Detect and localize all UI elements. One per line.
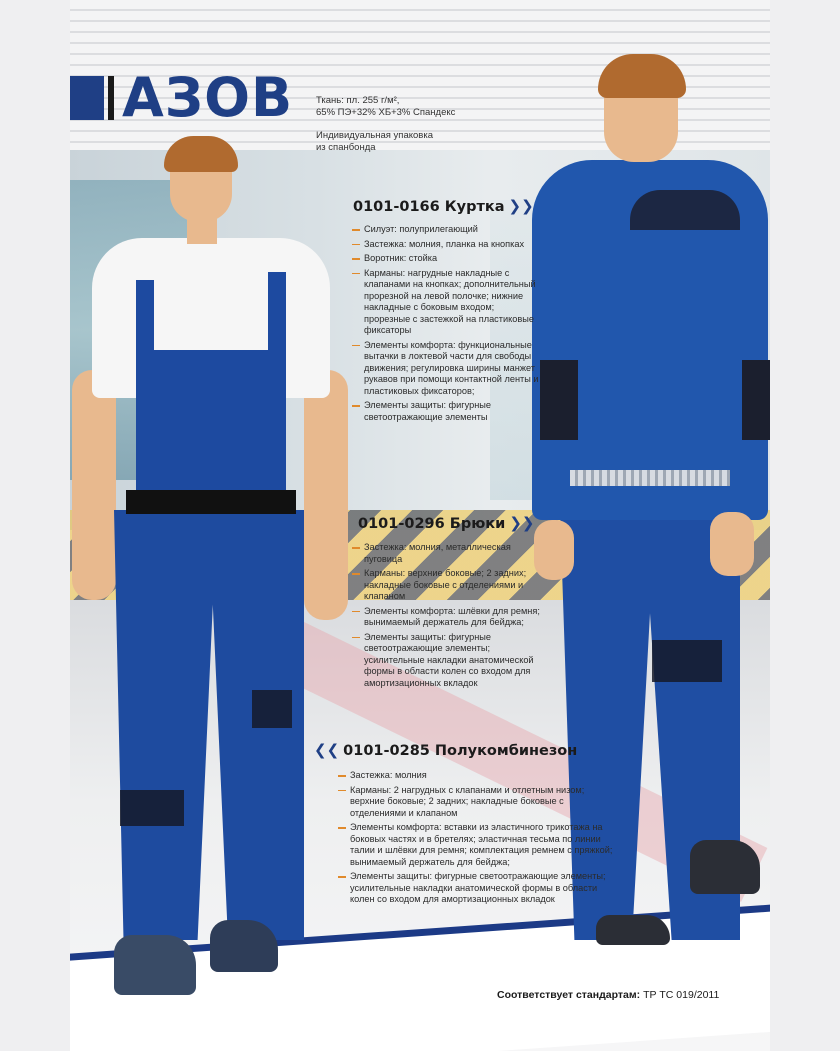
list-item: Элементы комфорта: вставки из эластичного трикотажа на боковых частях и в бретелях; эластичная тесьма по линии талии и шлёвки для ремня; комплектация ремнем с пряжкой; вынимаемый держатель для бейджа;: [338, 822, 613, 868]
worker-boot-left: [596, 915, 670, 945]
list-item: Застежка: молния, металлическая пуговица: [352, 542, 542, 565]
overalls-belt: [126, 490, 296, 514]
trousers-knee-pad: [652, 640, 722, 682]
fabric-density: Ткань: пл. 255 г/м²,: [316, 95, 400, 106]
list-item: Карманы: верхние боковые; 2 задних; накладные боковые с отделениями и клапаном: [352, 568, 542, 603]
feature-list-overalls: [338, 770, 613, 909]
fabric-composition: 65% ПЭ+32% ХБ+3% Спандекс: [316, 107, 456, 118]
list-item: Воротник: стойка: [352, 253, 542, 265]
product-title-trousers: [358, 514, 538, 532]
list-item: Карманы: нагрудные накладные с клапанами на кнопках; дополнительный прорезной на левой полочке; нижние накладные с боковым входом; прорезные с застежкой на пластиковые фиксаторы: [352, 268, 542, 337]
collection-title: АЗОВ: [122, 66, 294, 129]
brand-logo-bar: [70, 76, 104, 120]
feature-list-jacket: [352, 224, 542, 426]
overalls-knee-pad-left: [120, 790, 184, 826]
product-title-jacket: [353, 197, 538, 215]
worker-left-arm: [72, 370, 116, 600]
chevron-left-icon: ❮❮: [314, 741, 340, 759]
jacket-yoke: [630, 190, 740, 230]
fabric-info: [316, 95, 476, 119]
worker-boot-right: [210, 920, 278, 972]
packaging-line-2: из спанбонда: [316, 142, 376, 153]
list-item: Элементы защиты: фигурные светоотражающие элементы; усилительные накладки анатомической формы в области колен со входом для амортизационных вкладок: [352, 632, 542, 690]
standard-label: Соответствует стандартам:: [497, 989, 641, 1001]
worker-right-arm: [304, 370, 348, 620]
packaging-info: [316, 130, 476, 154]
brand-logo-divider: [108, 76, 114, 120]
worker-hand-right: [710, 512, 754, 576]
jacket-sleeve-insert-left: [540, 360, 578, 440]
jacket-sleeve-insert-right: [742, 360, 770, 440]
worker-boot-left: [114, 935, 196, 995]
chevron-right-icon: ❯❯: [508, 197, 534, 215]
product-code-name: 0101-0285 Полукомбинезон: [343, 743, 578, 759]
feature-list-trousers: [352, 542, 542, 692]
list-item: Силуэт: полуприлегающий: [352, 224, 542, 236]
overalls-bib: [136, 350, 286, 510]
chevron-right-icon: ❯❯: [509, 514, 535, 532]
list-item: Застежка: молния: [338, 770, 613, 782]
list-item: Элементы комфорта: шлёвки для ремня; вынимаемый держатель для бейджа;: [352, 606, 542, 629]
worker-boot-right: [690, 840, 760, 894]
product-title-overalls: [310, 741, 577, 759]
jacket-reflective-strip: [570, 470, 730, 486]
list-item: Элементы защиты: фигурные светоотражающие элементы: [352, 400, 542, 423]
brand-header: [70, 66, 294, 129]
product-code-name: 0101-0296 Брюки: [358, 516, 506, 532]
product-code-name: 0101-0166 Куртка: [353, 199, 505, 215]
packaging-line-1: Индивидуальная упаковка: [316, 130, 433, 141]
overalls-knee-pad-right: [252, 690, 292, 728]
standard-compliance: [497, 989, 719, 1001]
list-item: Карманы: 2 нагрудных с клапанами и отлетным низом; верхние боковые; 2 задних; накладные боковые с отделениями и клапаном: [338, 785, 613, 820]
standard-value: ТР ТС 019/2011: [643, 989, 720, 1001]
list-item: Элементы комфорта: функциональные вытачки в локтевой части для свободы движения; регулировка ширины манжет рукавов при помощи контактной ленты и пластиковых фиксаторов;: [352, 340, 542, 398]
list-item: Застежка: молния, планка на кнопках: [352, 239, 542, 251]
list-item: Элементы защиты: фигурные светоотражающие элементы; усилительные накладки анатомической формы в области колен со входом для амортизационных вкладок: [338, 871, 613, 906]
